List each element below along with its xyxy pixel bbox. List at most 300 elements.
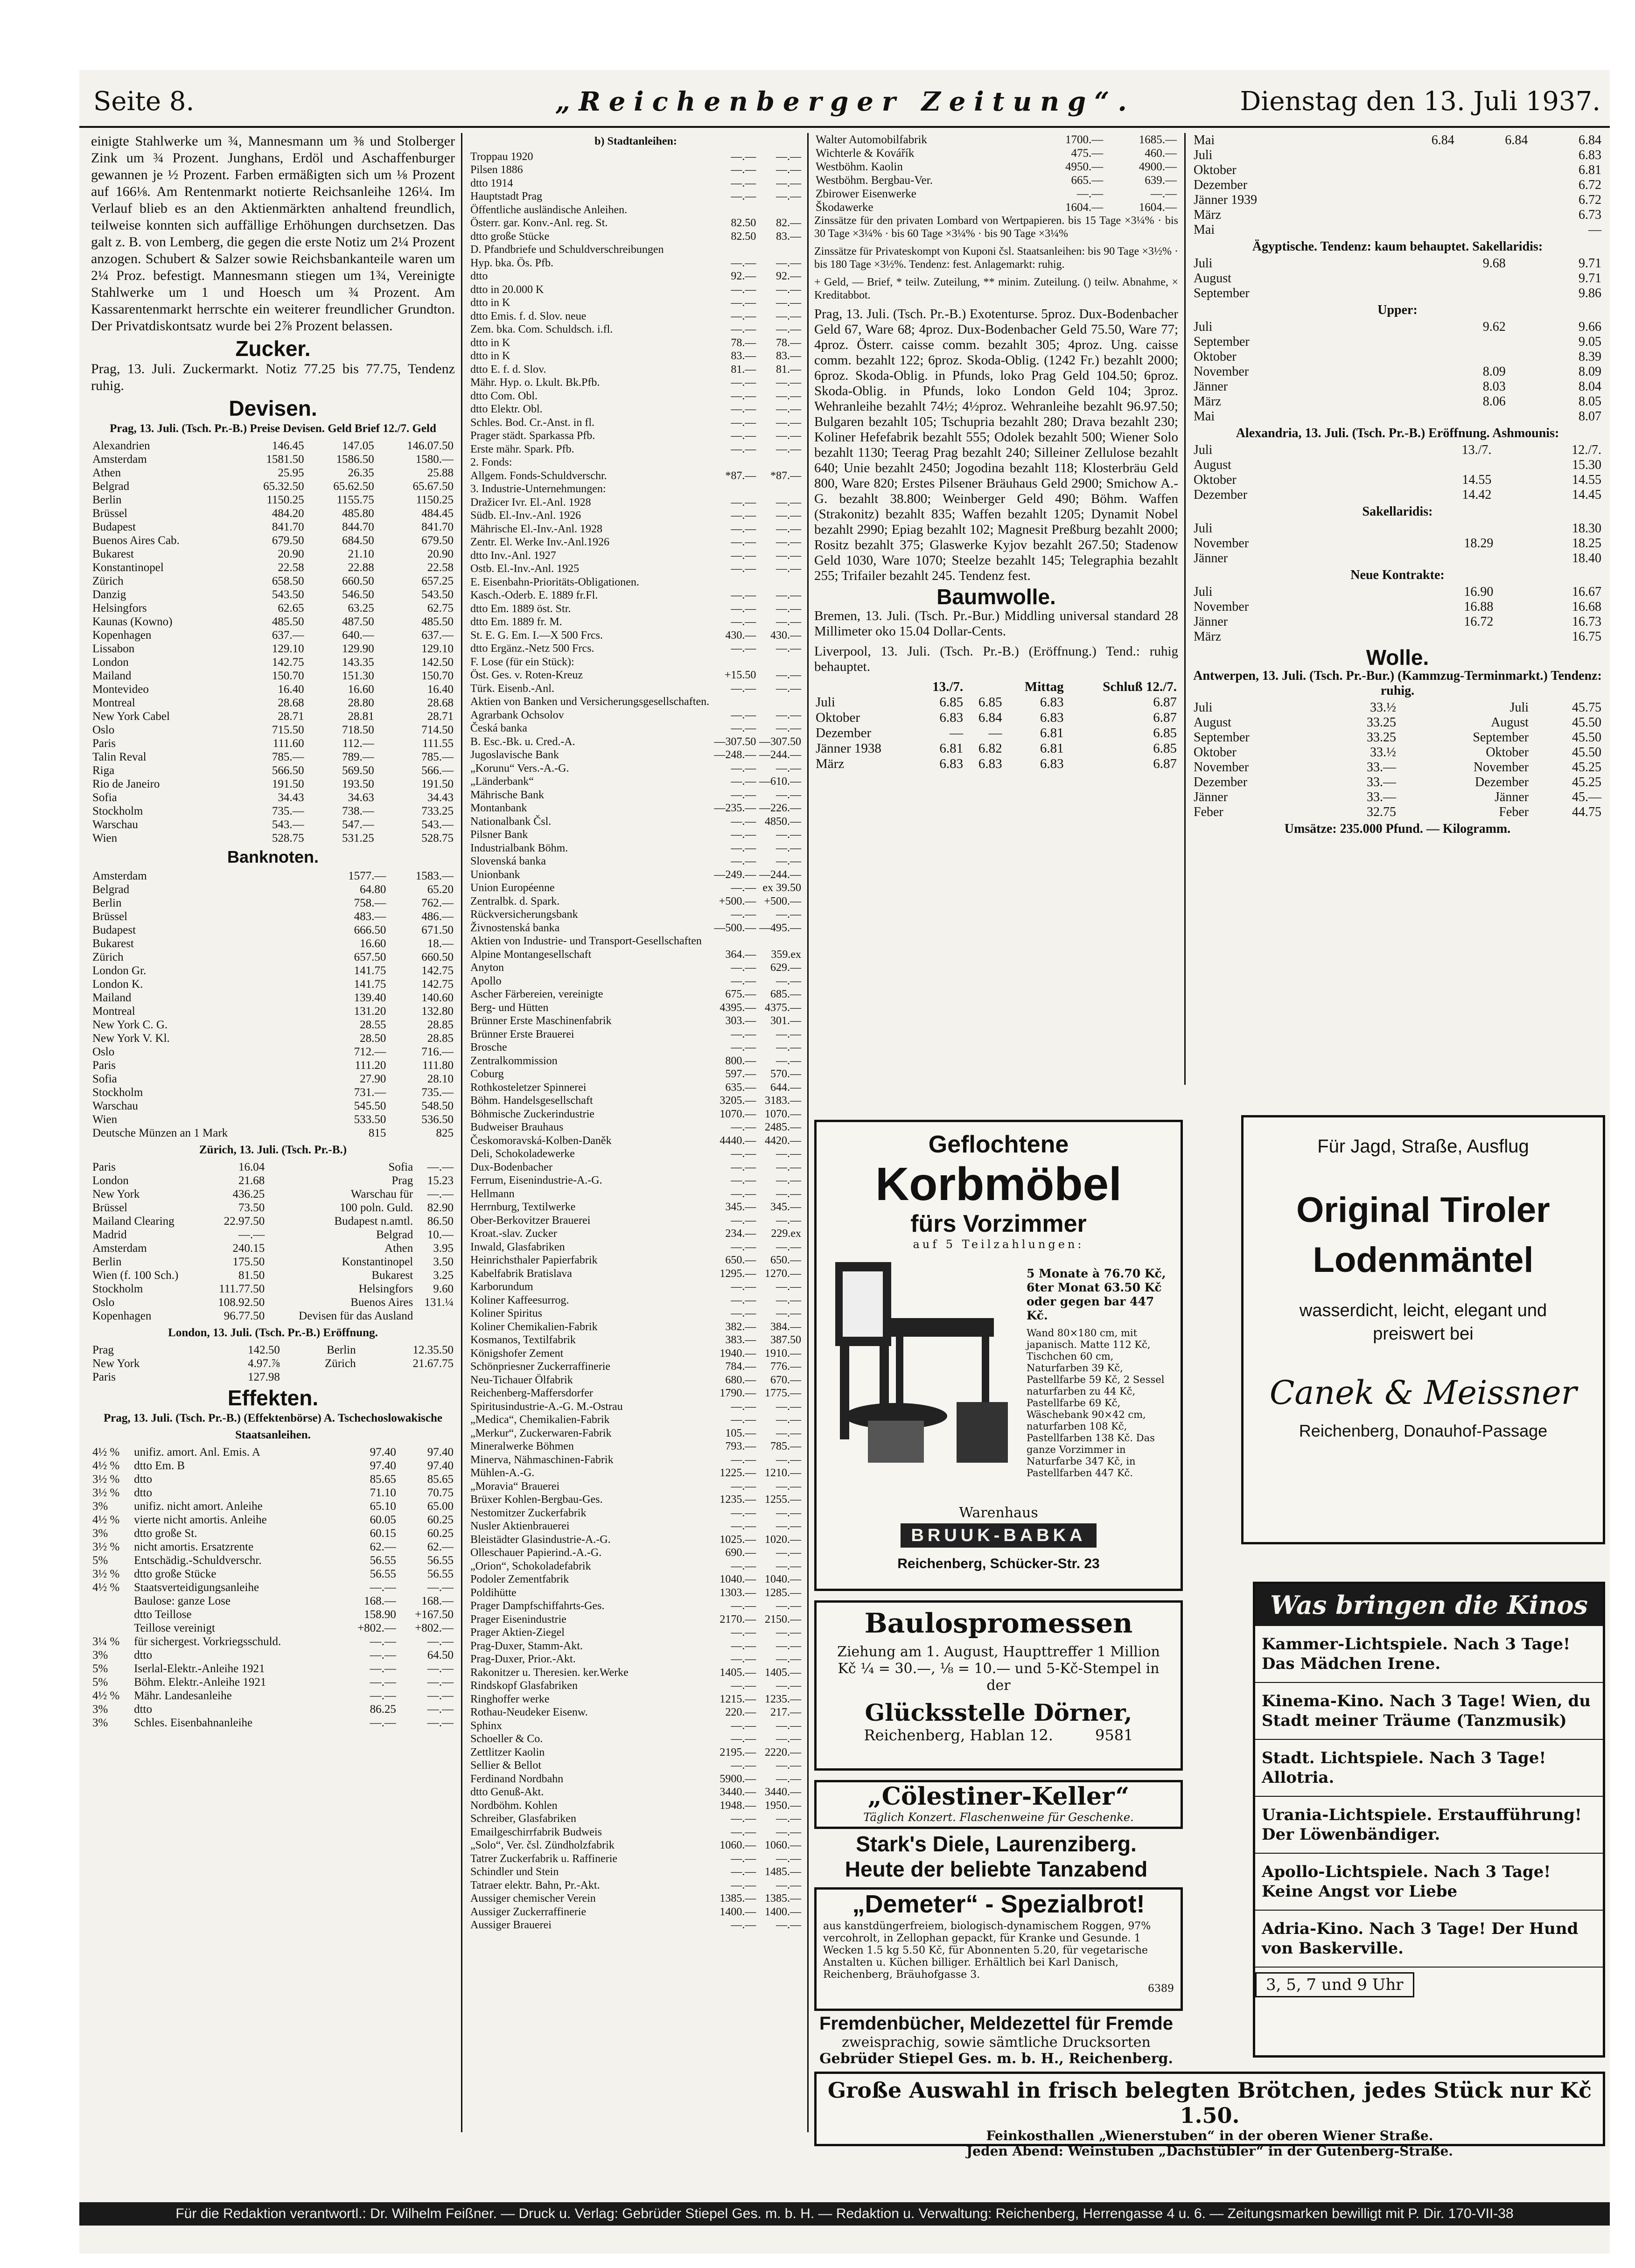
stock-row bbox=[469, 1001, 803, 1015]
row-value: 533.50 bbox=[354, 1113, 386, 1126]
row-label: Kosmanos, Textilfabrik bbox=[470, 1334, 576, 1346]
row-value: 92.— bbox=[776, 270, 801, 282]
effekten-row bbox=[91, 1621, 455, 1635]
row-value: —.— bbox=[731, 1733, 756, 1745]
row-value: 13./7. bbox=[1461, 443, 1492, 457]
row-value bbox=[757, 482, 803, 496]
row-value: 3.50 bbox=[433, 1256, 454, 1268]
row-label: London bbox=[92, 1174, 129, 1187]
row-value: —.— bbox=[427, 1635, 454, 1648]
row-label: Živnostenská banka bbox=[470, 921, 560, 934]
row-label: Juli bbox=[1194, 700, 1213, 715]
row-value: 56.55 bbox=[370, 1554, 396, 1567]
row-label: Herrnburg, Textilwerke bbox=[470, 1201, 576, 1213]
row-label: Paris bbox=[92, 1161, 116, 1173]
row-label: Ferrum, Eisenindustrie-A.-G. bbox=[470, 1174, 602, 1186]
row-value: 543.50 bbox=[272, 588, 304, 601]
banknoten-row bbox=[91, 1099, 455, 1113]
row-value: 9.71 bbox=[1579, 271, 1601, 286]
row-label: Berlin bbox=[92, 494, 122, 506]
row-value: —500.— bbox=[714, 921, 756, 934]
row-value: —.— bbox=[776, 1919, 801, 1931]
row-label: 4½ % bbox=[92, 1514, 120, 1526]
devisen-row bbox=[91, 723, 455, 737]
row-value: 16.90 bbox=[1464, 585, 1494, 599]
row-value: 28.80 bbox=[348, 697, 374, 709]
row-value: 685.— bbox=[770, 988, 801, 1000]
stock-row bbox=[469, 1599, 803, 1613]
stock-row bbox=[469, 1200, 803, 1214]
row-label: Ober-Berkovitzer Brauerei bbox=[470, 1214, 591, 1227]
london-row bbox=[91, 1370, 455, 1384]
stock-row bbox=[469, 1241, 803, 1254]
egypt-subhead: Ägyptische. Tendenz: kaum behauptet. Sakellaridis: bbox=[1252, 239, 1543, 254]
row-value: —.— bbox=[776, 1041, 801, 1054]
row-value: 6.83 bbox=[1040, 695, 1064, 710]
row-label: Juli bbox=[1194, 320, 1213, 334]
row-value: 718.50 bbox=[342, 724, 374, 736]
row-label: Montreal bbox=[92, 697, 135, 709]
row-value: —.— bbox=[731, 283, 756, 296]
row-label: Ringhoffer werke bbox=[470, 1693, 550, 1705]
row-value: 18.25 bbox=[1572, 536, 1601, 551]
row-value bbox=[713, 576, 758, 589]
row-label: Oktober bbox=[1194, 473, 1237, 487]
row-value: —.— bbox=[731, 1826, 756, 1838]
stock-row bbox=[469, 1320, 803, 1334]
row-value: 8.04 bbox=[1579, 379, 1601, 394]
row-value: 715.50 bbox=[272, 724, 304, 736]
effekten-row bbox=[91, 1689, 455, 1703]
row-value: 78.— bbox=[776, 336, 801, 349]
row-value: 168.— bbox=[364, 1595, 396, 1607]
row-label: Rückversicherungsbank bbox=[470, 908, 578, 921]
row-value: —.— bbox=[776, 283, 801, 296]
row-value: 96.77.50 bbox=[224, 1310, 265, 1322]
ad-fremden-line3: Gebrüder Stiepel Ges. m. b. H., Reichenberg. bbox=[819, 2051, 1173, 2067]
bremen-report: Bremen, 13. Juli. (Tsch. Pr.-Bur.) Middling universal standard 28 Millimeter oko 15.04 Dollar-Cents. bbox=[814, 608, 1178, 639]
effekten-row bbox=[91, 1594, 455, 1608]
ad-broetchen bbox=[814, 2072, 1605, 2159]
row-value: —.— bbox=[776, 1813, 801, 1825]
row-label: dtto in K bbox=[470, 336, 510, 349]
row-value: —.— bbox=[776, 722, 801, 734]
row-value: —.— bbox=[731, 1520, 756, 1532]
row-value: 1581.50 bbox=[266, 453, 304, 466]
devisen-row bbox=[91, 804, 455, 818]
stock-row bbox=[469, 735, 803, 749]
liverpool-header-cell: Schluß 12./7. bbox=[1103, 679, 1177, 694]
row-label: Westböhm. Bergbau-Ver. bbox=[816, 174, 933, 187]
stock-row bbox=[469, 1865, 803, 1879]
row-label: 3½ % bbox=[92, 1541, 120, 1553]
row-label: dtto Elektr. Obl. bbox=[470, 403, 543, 415]
row-value: 528.75 bbox=[421, 832, 454, 844]
row-label: August bbox=[1194, 715, 1231, 730]
row-value: 131.20 bbox=[354, 1005, 386, 1018]
row-label: Koliner Chemikalien-Fabrik bbox=[470, 1320, 598, 1333]
row-value: 12.35.50 bbox=[412, 1344, 454, 1356]
stock-row bbox=[469, 908, 803, 921]
row-value: —.— bbox=[776, 616, 801, 628]
row-value: 22.97.50 bbox=[224, 1215, 265, 1228]
stock-row bbox=[469, 1732, 803, 1746]
row-value: —.— bbox=[776, 563, 801, 575]
row-value: *87.— bbox=[770, 469, 801, 482]
row-value: +500.— bbox=[764, 895, 801, 907]
row-value: 65.10 bbox=[370, 1500, 396, 1513]
row-label: Koliner Spiritus bbox=[470, 1307, 542, 1319]
furniture-illustration bbox=[826, 1262, 1022, 1481]
row-value: —.— bbox=[370, 1581, 396, 1594]
row-value bbox=[1387, 629, 1495, 644]
row-value: —.— bbox=[776, 1241, 801, 1253]
row-label: Lissabon bbox=[92, 642, 135, 655]
row-value: 16.73 bbox=[1572, 614, 1601, 629]
row-value: 65.32.50 bbox=[263, 480, 304, 493]
row-value: 712.— bbox=[354, 1046, 386, 1058]
stock-row bbox=[814, 187, 1178, 201]
row-value: 20.90 bbox=[278, 548, 304, 560]
ad-coelestiner-text: Täglich Konzert. Flaschenweine für Geschenke. bbox=[863, 1811, 1134, 1824]
stock-row bbox=[469, 1653, 803, 1666]
row-label: Škodawerke bbox=[816, 201, 873, 214]
row-value: September bbox=[1473, 730, 1529, 745]
row-value: 14.42 bbox=[1462, 488, 1492, 502]
row-label: September bbox=[1194, 286, 1250, 300]
row-value: 569.50 bbox=[342, 764, 374, 777]
row-value: 6.85 bbox=[1153, 726, 1177, 740]
row-value: 629.— bbox=[770, 962, 801, 974]
row-value: 6.83 bbox=[1579, 148, 1601, 162]
row-value: 16.72 bbox=[1464, 614, 1494, 629]
row-value: 22.88 bbox=[348, 561, 374, 574]
row-value: 6.84 bbox=[1579, 133, 1601, 147]
row-label: 4½ % bbox=[92, 1446, 120, 1458]
row-value: 785.— bbox=[272, 751, 304, 763]
row-value: —.— bbox=[776, 842, 801, 854]
row-value: —.— bbox=[776, 1733, 801, 1745]
row-value: —.— bbox=[731, 589, 756, 601]
stock-row bbox=[469, 390, 803, 403]
row-label: Jänner 1939 bbox=[1194, 193, 1258, 207]
stock-row bbox=[469, 1799, 803, 1813]
row-value bbox=[1382, 163, 1456, 178]
row-label: Mährische El.-Inv.-Anl. 1928 bbox=[470, 523, 603, 535]
row-value: 28.85 bbox=[427, 1032, 454, 1045]
row-label: Königshofer Zement bbox=[470, 1347, 564, 1360]
top-stocks-table bbox=[814, 133, 1178, 214]
row-value: —.— bbox=[1150, 188, 1177, 200]
row-label: Schindler und Stein bbox=[470, 1866, 559, 1878]
row-value: 112.— bbox=[342, 737, 374, 750]
row-value: —.— bbox=[731, 908, 756, 921]
row-value: 27.90 bbox=[360, 1073, 386, 1085]
stock-row bbox=[469, 230, 803, 244]
row-value: 382.— bbox=[725, 1320, 756, 1333]
row-label: Brüssel bbox=[92, 1201, 127, 1214]
row-value: 6.83 bbox=[1040, 756, 1064, 771]
row-value bbox=[757, 695, 803, 709]
devisen-row bbox=[91, 764, 455, 777]
stock-row bbox=[469, 177, 803, 190]
row-label: dtto große Stücke bbox=[470, 230, 550, 243]
london-subhead: London, 13. Juli. (Tsch. Pr.-B.) Eröffnung. bbox=[168, 1326, 378, 1339]
imprint-footer: Für die Redaktion verantwortl.: Dr. Wilhelm Feißner. — Druck u. Verlag: Gebrüder Stiepel Ges. m. b. H. — Redaktion u. Verwaltung: Reichenberg, Herrengasse 4 u. 6. — Zeitungsmarken bewilligt mit P. Dir. 170-VII-38 bbox=[79, 2202, 1610, 2226]
row-label: März bbox=[816, 756, 845, 771]
row-value: Juli bbox=[1509, 700, 1529, 715]
row-label: November bbox=[1194, 364, 1249, 379]
stock-row bbox=[469, 1294, 803, 1307]
stock-row bbox=[469, 1387, 803, 1400]
devisen-heading: Devisen. bbox=[229, 396, 317, 420]
row-label: Talin Reval bbox=[92, 751, 147, 763]
row-label: dtto E. f. d. Slov. bbox=[470, 363, 546, 376]
devisen-row bbox=[91, 561, 455, 574]
row-label: Zbirower Eisenwerke bbox=[816, 188, 916, 200]
row-value: — bbox=[1588, 223, 1601, 237]
row-value: 1255.— bbox=[765, 1493, 801, 1506]
row-value: 33.— bbox=[1366, 790, 1396, 804]
row-value: 28.85 bbox=[427, 1019, 454, 1031]
row-value: 2150.— bbox=[765, 1613, 801, 1626]
row-value: 56.55 bbox=[427, 1554, 454, 1567]
row-label: St. E. G. Em. I.—X 500 Frcs. bbox=[470, 629, 603, 642]
row-value: 1577.— bbox=[348, 870, 386, 882]
row-label: Mineralwerke Böhmen bbox=[470, 1440, 574, 1452]
row-value: 56.55 bbox=[370, 1568, 396, 1580]
banknoten-row bbox=[91, 937, 455, 950]
row-value: —.— bbox=[776, 496, 801, 509]
row-value: —.— bbox=[776, 1281, 801, 1293]
ad-korb-price: 5 Monate à 76.70 Kč, 6ter Monat 63.50 Kč oder gegen bar 447 Kč. bbox=[1027, 1267, 1166, 1322]
liverpool-report: Liverpool, 13. Juli. (Tsch. Pr.-B.) (Eröffnung.) Tend.: ruhig behauptet. bbox=[814, 644, 1178, 674]
row-value: 4850.— bbox=[765, 815, 801, 828]
row-value: Bukarest bbox=[371, 1269, 413, 1282]
newspaper-page bbox=[79, 70, 1610, 2254]
row-value: Dezember bbox=[1475, 775, 1529, 789]
zurich-row bbox=[91, 1282, 455, 1296]
row-value: —.— bbox=[427, 1703, 454, 1716]
row-label: New York C. G. bbox=[92, 1019, 168, 1031]
row-value: —.— bbox=[731, 390, 756, 402]
row-value: 1070.— bbox=[765, 1108, 801, 1120]
row-value bbox=[1456, 193, 1530, 208]
stock-row bbox=[469, 1307, 803, 1320]
row-label: Oktober bbox=[1194, 349, 1237, 364]
row-value: 141.75 bbox=[354, 964, 386, 977]
row-label: August bbox=[1194, 271, 1231, 286]
market-report-text: einigte Stahlwerke um ¾, Mannesmann um ⅜ und Stolberger Zink um ¾ Prozent. Junghans, Erdöl und Aschaffenburger gewannen je ½ Prozent. Farben ermäßigten sich um ⅛ Prozent auf 166⅛. Am Rentenmarkt notierte Reichsanleihe 126¼. Im Verlauf blieb es an den Aktienmärkten anhaltend freundlich, teilweise konnten sich auffällige Erhöhungen durchsetzen. Das galt z. B. von Lemberg, die gegen die erste Notiz um 2¼ Prozent anzogen. Schubert & Salzer sowie Reichsbankanteile waren um 2¼ Proz. befestigt. Mannesmann stiegen um 1¾, Vereinigte Stahlwerke um 1 und Hoesch um ¾ Prozent. Am Kassarentenmarkt herrschte ein weiterer freundlicher Grundton. Der Privatdiskontsatz wurde bei 2⅞ Prozent belassen. bbox=[91, 133, 455, 334]
stock-row bbox=[469, 243, 803, 257]
banknoten-table bbox=[91, 869, 455, 1140]
row-value: —.— bbox=[731, 563, 756, 575]
stock-row bbox=[469, 1360, 803, 1374]
row-value: 45.50 bbox=[1572, 730, 1601, 745]
row-value: —.— bbox=[776, 1400, 801, 1413]
zurich-row bbox=[91, 1242, 455, 1255]
row-value: —.— bbox=[776, 549, 801, 562]
kino-listing: Kammer-Lichtspiele. Nach 3 Tage! Das Mädchen Irene. bbox=[1255, 1626, 1603, 1683]
row-value: 33.25 bbox=[1366, 715, 1396, 730]
banknoten-row bbox=[91, 977, 455, 991]
row-value: —226.— bbox=[759, 802, 801, 814]
row-label: „Korunu“ Vers.-A.-G. bbox=[470, 762, 569, 775]
row-value: 132.80 bbox=[421, 1005, 454, 1018]
row-value: —.— bbox=[776, 855, 801, 867]
zurich-row bbox=[91, 1174, 455, 1187]
row-value: 65.67.50 bbox=[412, 480, 454, 493]
row-value bbox=[713, 656, 758, 669]
row-value: 70.75 bbox=[427, 1486, 454, 1499]
row-label: Brüssel bbox=[92, 507, 127, 520]
row-value: 28.71 bbox=[427, 710, 454, 723]
row-value: 776.— bbox=[770, 1361, 801, 1373]
row-label: September bbox=[1194, 335, 1250, 349]
stocks-subhead: b) Stadtanleihen: bbox=[594, 135, 677, 147]
row-label: November bbox=[1194, 760, 1249, 775]
row-label: „Merkur“, Zuckerwaren-Fabrik bbox=[470, 1427, 612, 1439]
zurich-row bbox=[91, 1160, 455, 1174]
issue-date: Dienstag den 13. Juli 1937. bbox=[1240, 86, 1600, 117]
row-value: 100 poln. Guld. bbox=[340, 1201, 413, 1214]
ad-tiroler-loden bbox=[1241, 1115, 1605, 1544]
row-value: 536.50 bbox=[421, 1113, 454, 1126]
row-value: 10.— bbox=[427, 1228, 454, 1241]
stock-row bbox=[469, 257, 803, 270]
row-label: Brünner Erste Brauerei bbox=[470, 1028, 574, 1040]
row-value: 9.68 bbox=[1482, 256, 1506, 271]
ad-kino-times: 3, 5, 7 und 9 Uhr bbox=[1255, 1972, 1414, 1997]
row-label: Podoler Zementfabrik bbox=[470, 1573, 569, 1585]
row-value: 129.90 bbox=[342, 642, 374, 655]
row-value: —.— bbox=[731, 709, 756, 721]
row-value: 637.— bbox=[272, 629, 304, 642]
row-label: Nordböhm. Kohlen bbox=[470, 1799, 558, 1812]
alexandria-row bbox=[1192, 443, 1603, 458]
stocks-table bbox=[469, 150, 803, 1932]
row-value: 430.— bbox=[770, 629, 801, 642]
row-value: —.— bbox=[776, 164, 801, 176]
row-value: 111.60 bbox=[272, 737, 304, 750]
row-value: —.— bbox=[776, 669, 801, 681]
stock-row bbox=[469, 1852, 803, 1866]
row-value: 650.— bbox=[725, 1254, 756, 1266]
row-value: 735.— bbox=[272, 805, 304, 817]
row-value: —.— bbox=[776, 1640, 801, 1652]
row-value: 65.20 bbox=[427, 883, 454, 896]
devisen-row bbox=[91, 534, 455, 547]
row-value: 384.— bbox=[770, 1320, 801, 1333]
row-value: 83.— bbox=[731, 350, 756, 362]
row-value: 234.— bbox=[725, 1228, 756, 1240]
stock-row bbox=[469, 842, 803, 855]
row-label: New York V. Kl. bbox=[92, 1032, 170, 1045]
kino-listing: Stadt. Lichtspiele. Nach 3 Tage! Allotria. bbox=[1255, 1740, 1603, 1797]
ad-korb-line3: fürs Vorzimmer bbox=[910, 1210, 1087, 1237]
zurich-row bbox=[91, 1214, 455, 1228]
effekten-row bbox=[91, 1716, 455, 1730]
row-label: Paris bbox=[92, 1059, 116, 1072]
liverpool-header-cell bbox=[964, 679, 1003, 695]
row-value: 131.¼ bbox=[424, 1296, 454, 1309]
effekten-row bbox=[91, 1445, 455, 1459]
row-value: —.— bbox=[731, 1453, 756, 1466]
row-label: Kasch.-Oderb. E. 1889 fr.Fl. bbox=[470, 589, 598, 601]
row-value: —.— bbox=[731, 509, 756, 522]
row-label: Juli bbox=[1194, 148, 1213, 162]
row-label: Berg- und Hütten bbox=[470, 1001, 549, 1014]
row-label: dtto Com. Obl. bbox=[470, 390, 538, 402]
row-label: Schoeller & Co. bbox=[470, 1733, 543, 1745]
row-label: Nationalbank Čsl. bbox=[470, 815, 552, 828]
stock-row bbox=[469, 642, 803, 656]
row-label: Sofia bbox=[92, 791, 117, 804]
devisen-row bbox=[91, 615, 455, 628]
row-value: 543.— bbox=[272, 818, 304, 831]
row-value: 1303.— bbox=[720, 1586, 756, 1599]
zurich-row bbox=[91, 1228, 455, 1242]
row-value: 8.03 bbox=[1482, 379, 1506, 394]
devisen-row bbox=[91, 669, 455, 683]
devisen-row bbox=[91, 520, 455, 534]
row-value: 2220.— bbox=[765, 1746, 801, 1759]
row-value: 657.25 bbox=[421, 575, 454, 587]
row-label: Budweiser Brauhaus bbox=[470, 1121, 564, 1133]
row-value: 1270.— bbox=[765, 1267, 801, 1280]
devisen-row bbox=[91, 453, 455, 466]
row-value bbox=[1382, 208, 1456, 223]
row-value: —.— bbox=[427, 1676, 454, 1689]
row-value: —.— bbox=[370, 1662, 396, 1675]
row-label: Juli bbox=[1194, 443, 1213, 457]
private-discount: Zinssätze für Privateskompt von Kuponi čsl. Staatsanleihen: bis 90 Tage ×3½% · bis 180 Tage ×3½%. Tendenz: fest. Anlagemarkt: ruhig. bbox=[814, 245, 1178, 271]
row-label: Oslo bbox=[92, 724, 115, 736]
london-row bbox=[91, 1343, 455, 1357]
liverpool-row bbox=[814, 756, 1178, 772]
row-value: Berlin bbox=[327, 1344, 356, 1356]
row-value: 657.50 bbox=[354, 951, 386, 963]
stock-row bbox=[469, 1719, 803, 1733]
stock-row bbox=[469, 1227, 803, 1241]
row-value: —.— bbox=[731, 523, 756, 535]
row-value: 45.75 bbox=[1572, 700, 1601, 715]
row-value: —.— bbox=[776, 310, 801, 322]
row-label: Brünner Erste Maschinenfabrik bbox=[470, 1015, 612, 1027]
row-value: dtto bbox=[134, 1703, 152, 1716]
row-label: „Länderbank“ bbox=[470, 775, 534, 788]
row-value: 6.81 bbox=[1579, 163, 1601, 177]
devisen-row bbox=[91, 493, 455, 507]
stock-row bbox=[469, 1759, 803, 1773]
row-value: 6.85 bbox=[939, 695, 964, 710]
ad-korb-brand: BRUUK-BABKA bbox=[901, 1523, 1097, 1548]
row-value: Jänner bbox=[1495, 790, 1529, 804]
row-value bbox=[1456, 148, 1530, 163]
row-value bbox=[1387, 521, 1495, 536]
row-label: Kopenhagen bbox=[92, 629, 152, 642]
row-label: Wien bbox=[92, 832, 118, 844]
row-label: Inwald, Glasfabriken bbox=[470, 1241, 565, 1253]
row-value: 191.50 bbox=[421, 778, 454, 790]
ad-korb-description: Wand 80×180 cm, mit japanisch. Matte 112 Kč, Tischchen 60 cm, Naturfarben 39 Kč, Pastellfarbe 59 Kč, 2 Sessel naturfarben zu 44 Kč, Pastellfarbe 69 Kč, Wäschebank 90×42 cm, naturfarben 108 Kč, Pastellfarben 138 Kč. Das ganze Vorzimmer in Naturfarbe 347 Kč, in Pastellfarben 447 Kč. bbox=[1027, 1327, 1165, 1479]
row-value: 785.— bbox=[421, 751, 454, 763]
row-value: 62.— bbox=[370, 1541, 396, 1553]
stock-row bbox=[469, 1094, 803, 1108]
row-value: 108.92.50 bbox=[218, 1296, 265, 1309]
row-label: Walter Automobilfabrik bbox=[816, 133, 927, 146]
devisen-row bbox=[91, 818, 455, 831]
